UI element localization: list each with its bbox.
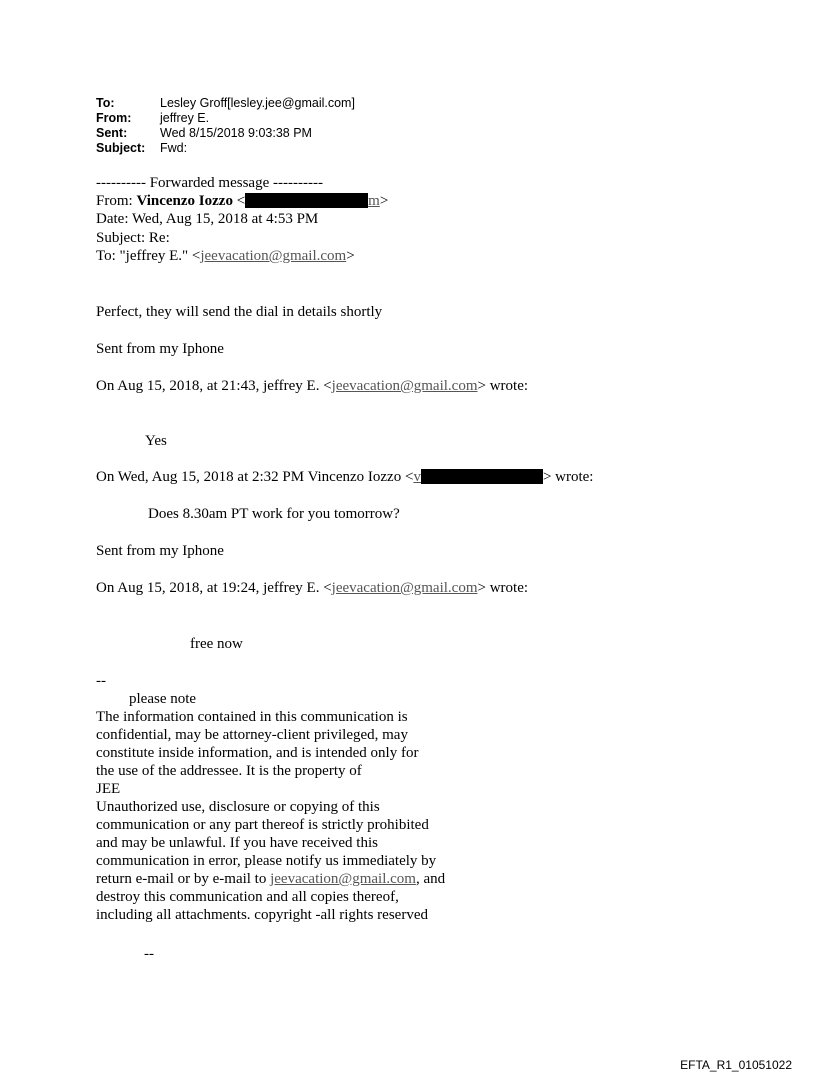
quote3-prefix: On Aug 15, 2018, at 19:24, jeffrey E. < xyxy=(96,580,332,596)
forward-from-prefix: From: xyxy=(96,193,137,209)
quote-line-2 xyxy=(96,468,593,486)
disclaimer-line: The information contained in this communication is xyxy=(96,709,408,725)
quote1-email-link[interactable]: jeevacation@gmail.com xyxy=(331,378,478,394)
quote1-prefix: On Aug 15, 2018, at 21:43, jeffrey E. < xyxy=(96,378,332,394)
to-value: Lesley Groff[lesley.jee@gmail.com] xyxy=(160,96,355,110)
forward-from-email-tail[interactable]: m xyxy=(368,193,380,209)
message-yes: Yes xyxy=(145,433,167,449)
forward-from-close: > xyxy=(379,193,389,209)
quote2-suffix: > wrote: xyxy=(542,469,594,485)
sent-value: Wed 8/15/2018 9:03:38 PM xyxy=(160,126,312,140)
subject-value: Fwd: xyxy=(160,141,188,155)
quote3-suffix: > wrote: xyxy=(477,580,529,596)
from-value: jeffrey E. xyxy=(160,111,210,125)
disclaimer-line: including all attachments. copyright -all rights reserved xyxy=(96,907,428,923)
quote2-prefix: On Wed, Aug 15, 2018 at 2:32 PM Vincenzo Iozzo < xyxy=(96,469,414,485)
forward-to-line xyxy=(96,247,355,265)
sent-from-iphone-2: Sent from my Iphone xyxy=(96,543,224,559)
disclaimer-line: communication or any part thereof is strictly prohibited xyxy=(96,817,429,833)
forward-to-prefix: To: "jeffrey E." < xyxy=(96,248,201,264)
return-suffix: , and xyxy=(415,871,446,887)
quote-line-3 xyxy=(96,579,528,597)
forward-date: Date: Wed, Aug 15, 2018 at 4:53 PM xyxy=(96,211,319,227)
disclaimer-return-line xyxy=(96,870,445,888)
please-note: please note xyxy=(129,691,197,707)
disclaimer-line: the use of the addressee. It is the property of xyxy=(96,763,362,779)
signature-dashes: -- xyxy=(96,673,106,689)
quote2-email-start[interactable]: v xyxy=(413,469,421,485)
disclaimer-line: destroy this communication and all copies thereof, xyxy=(96,889,399,905)
forward-from-name: Vincenzo Iozzo xyxy=(136,193,233,209)
disclaimer-line: JEE xyxy=(96,781,121,797)
forward-from-line xyxy=(96,192,388,210)
disclaimer-line: Unauthorized use, disclosure or copying of this xyxy=(96,799,380,815)
return-email-link[interactable]: jeevacation@gmail.com xyxy=(270,871,416,887)
disclaimer-line: communication in error, please notify us immediately by xyxy=(96,853,437,869)
redaction-block xyxy=(421,469,543,484)
from-label: From: xyxy=(96,111,132,125)
quote1-suffix: > wrote: xyxy=(477,378,529,394)
return-prefix: return e-mail or by e-mail to xyxy=(96,871,271,887)
disclaimer-line: confidential, may be attorney-client privileged, may xyxy=(96,727,408,743)
forward-from-open: < xyxy=(232,193,246,209)
disclaimer-line: constitute inside information, and is intended only for xyxy=(96,745,419,761)
quote-line-1 xyxy=(96,377,528,395)
signature-end-dashes: -- xyxy=(144,946,154,962)
sent-label: Sent: xyxy=(96,126,128,140)
forward-to-close: > xyxy=(346,248,355,264)
forward-to-email-link[interactable]: jeevacation@gmail.com xyxy=(200,248,347,264)
subject-label: Subject: xyxy=(96,141,146,155)
document-id: EFTA_R1_01051022 xyxy=(680,1058,792,1072)
message-time-question: Does 8.30am PT work for you tomorrow? xyxy=(148,506,400,522)
message-perfect: Perfect, they will send the dial in details shortly xyxy=(96,304,383,320)
forward-banner: ---------- Forwarded message ---------- xyxy=(96,175,323,191)
sent-from-iphone-1: Sent from my Iphone xyxy=(96,341,224,357)
forward-subject: Subject: Re: xyxy=(96,230,170,246)
disclaimer-line: and may be unlawful. If you have received this xyxy=(96,835,378,851)
message-free-now: free now xyxy=(190,636,243,652)
quote3-email-link[interactable]: jeevacation@gmail.com xyxy=(331,580,478,596)
to-label: To: xyxy=(96,96,115,110)
redaction-block xyxy=(245,193,368,208)
